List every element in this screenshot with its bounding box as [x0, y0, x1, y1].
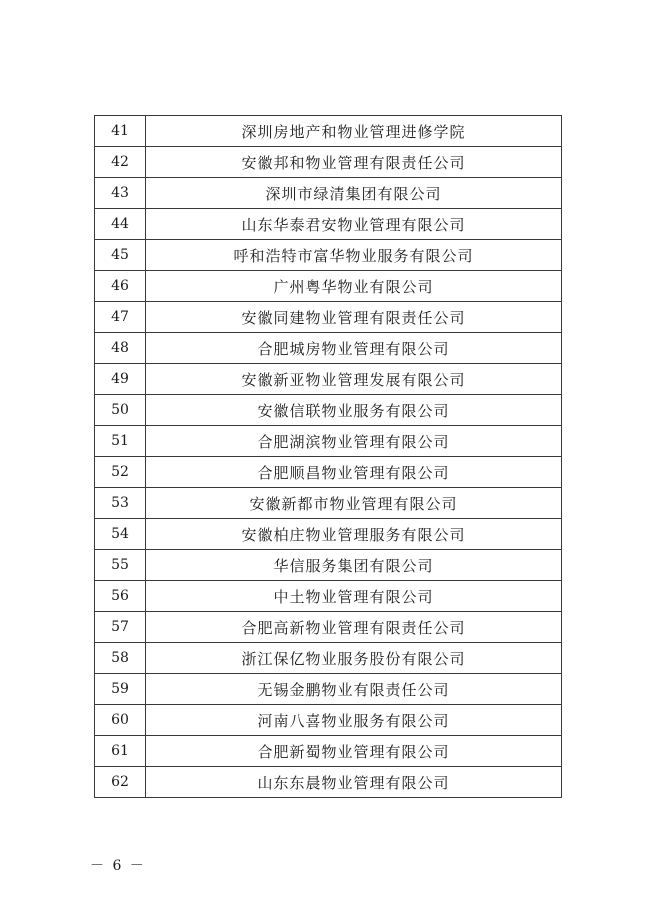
table-row — [95, 364, 562, 395]
row-number: 60 — [95, 705, 146, 736]
table-row — [95, 519, 562, 550]
table-row — [95, 767, 562, 798]
row-number: 44 — [95, 209, 146, 240]
company-name: 深圳房地产和物业管理进修学院 — [146, 116, 562, 147]
row-number: 48 — [95, 333, 146, 364]
row-number: 58 — [95, 643, 146, 674]
row-number: 55 — [95, 550, 146, 581]
table-row — [95, 581, 562, 612]
table-row — [95, 488, 562, 519]
company-name: 安徽信联物业服务有限公司 — [146, 395, 562, 426]
row-number: 57 — [95, 612, 146, 643]
company-name: 安徽柏庄物业管理服务有限公司 — [146, 519, 562, 550]
company-name: 合肥高新物业管理有限责任公司 — [146, 612, 562, 643]
company-name: 安徽新亚物业管理发展有限公司 — [146, 364, 562, 395]
table-row — [95, 147, 562, 178]
company-name: 河南八喜物业服务有限公司 — [146, 705, 562, 736]
company-name: 深圳市绿清集团有限公司 — [146, 178, 562, 209]
page-number: － 6 － — [90, 858, 146, 874]
company-name: 呼和浩特市富华物业服务有限公司 — [146, 240, 562, 271]
row-number: 53 — [95, 488, 146, 519]
company-list-body — [95, 116, 562, 798]
company-name: 安徽新都市物业管理有限公司 — [146, 488, 562, 519]
table-row — [95, 240, 562, 271]
company-list-table — [94, 115, 562, 798]
row-number: 43 — [95, 178, 146, 209]
table-row — [95, 736, 562, 767]
company-name: 合肥新蜀物业管理有限公司 — [146, 736, 562, 767]
company-name: 安徽邦和物业管理有限责任公司 — [146, 147, 562, 178]
table-row — [95, 395, 562, 426]
table-row — [95, 612, 562, 643]
row-number: 54 — [95, 519, 146, 550]
row-number: 59 — [95, 674, 146, 705]
table-row — [95, 209, 562, 240]
table-row — [95, 178, 562, 209]
table-row — [95, 643, 562, 674]
row-number: 41 — [95, 116, 146, 147]
table-row — [95, 116, 562, 147]
company-name: 合肥城房物业管理有限公司 — [146, 333, 562, 364]
row-number: 51 — [95, 426, 146, 457]
row-number: 46 — [95, 271, 146, 302]
row-number: 47 — [95, 302, 146, 333]
table-row — [95, 333, 562, 364]
table-row — [95, 674, 562, 705]
company-name: 合肥湖滨物业管理有限公司 — [146, 426, 562, 457]
row-number: 61 — [95, 736, 146, 767]
table-row — [95, 705, 562, 736]
table-row — [95, 457, 562, 488]
company-name: 广州粤华物业有限公司 — [146, 271, 562, 302]
company-name: 浙江保亿物业服务股份有限公司 — [146, 643, 562, 674]
row-number: 50 — [95, 395, 146, 426]
company-name: 山东华泰君安物业管理有限公司 — [146, 209, 562, 240]
table-row — [95, 271, 562, 302]
row-number: 49 — [95, 364, 146, 395]
table-row — [95, 426, 562, 457]
table-row — [95, 550, 562, 581]
row-number: 45 — [95, 240, 146, 271]
row-number: 42 — [95, 147, 146, 178]
row-number: 56 — [95, 581, 146, 612]
table-row — [95, 302, 562, 333]
company-name: 山东东晨物业管理有限公司 — [146, 767, 562, 798]
company-name: 华信服务集团有限公司 — [146, 550, 562, 581]
company-name: 安徽同建物业管理有限责任公司 — [146, 302, 562, 333]
company-name: 无锡金鹏物业有限责任公司 — [146, 674, 562, 705]
row-number: 62 — [95, 767, 146, 798]
row-number: 52 — [95, 457, 146, 488]
company-name: 合肥顺昌物业管理有限公司 — [146, 457, 562, 488]
company-name: 中土物业管理有限公司 — [146, 581, 562, 612]
